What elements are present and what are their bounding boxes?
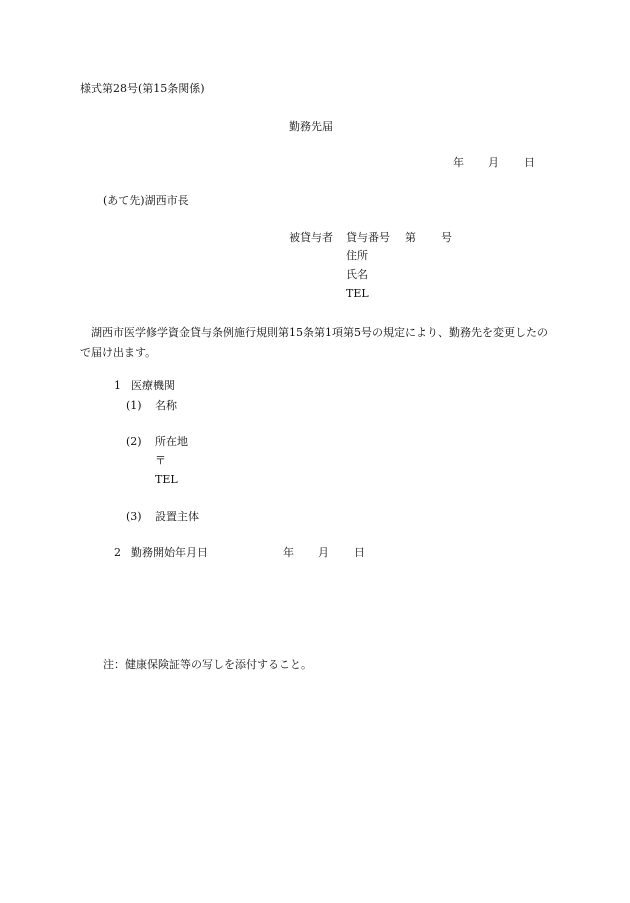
section-1-label: 医療機関: [131, 379, 175, 392]
form-style-number: 様式第28号(第15条関係): [80, 82, 205, 95]
item-founder-label: 設置主体: [155, 510, 199, 523]
item-founder-number: (3): [126, 510, 142, 523]
date-day-label: 日: [524, 156, 535, 169]
item-name-number: (1): [126, 399, 142, 412]
loan-number-go: 号: [441, 231, 452, 244]
form-title: 勤務先届: [289, 120, 333, 133]
tel-label: TEL: [346, 287, 369, 300]
date-month-label: 月: [488, 156, 499, 169]
start-year-label: 年: [283, 546, 294, 559]
postal-mark: 〒: [155, 454, 166, 467]
body-text: 湖西市医学修学資金貸与条例施行規則第15条第1項第5号の規定により、勤務先を変更したので届け出ます。: [80, 326, 548, 359]
loan-number-dai: 第: [405, 231, 416, 244]
section-2-number: 2: [114, 546, 121, 559]
name-label: 氏名: [346, 268, 368, 281]
start-month-label: 月: [318, 546, 329, 559]
location-tel-label: TEL: [155, 473, 178, 486]
start-day-label: 日: [354, 546, 365, 559]
item-name-label: 名称: [155, 399, 177, 412]
address-label: 住所: [346, 249, 368, 262]
date-year-label: 年: [453, 156, 464, 169]
note: 注：健康保険証等の写しを添付すること。: [103, 658, 312, 671]
item-location-label: 所在地: [155, 435, 188, 448]
loan-number-label: 貸与番号: [346, 231, 390, 244]
item-location-number: (2): [126, 435, 142, 448]
borrower-label: 被貸与者: [289, 231, 333, 244]
section-2-label: 勤務開始年月日: [131, 546, 208, 559]
section-1-number: 1: [114, 379, 121, 392]
addressee: (あて先)湖西市長: [103, 194, 189, 207]
